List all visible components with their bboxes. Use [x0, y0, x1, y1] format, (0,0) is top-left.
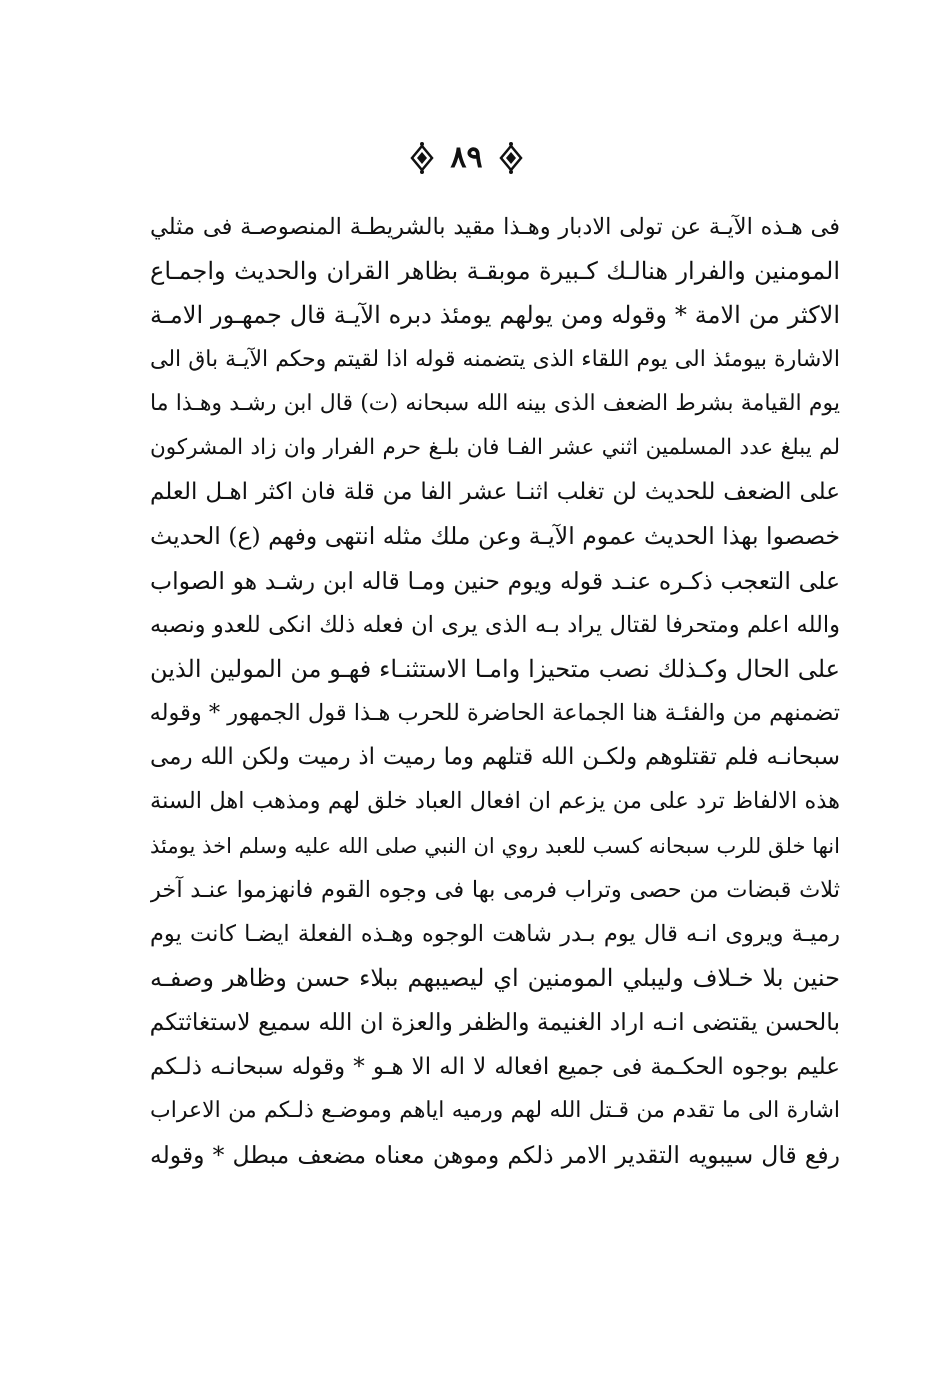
text-line: بالحسن يقتضى انـه اراد الغنيمة والظفر والعزة ان الله سميع لاستغاثتكم: [150, 1008, 840, 1037]
text-line: هذه الالفاظ ترد على من يزعم ان افعال العباد خلق لهم ومذهب اهل السنة: [150, 788, 840, 815]
text-line: الاكثر من الامة * وقوله ومن يولهم يومئذ دبره الآيـة قال جمهـور الامـة: [150, 301, 840, 330]
text-line: رفع قال سيبويه التقدير الامر ذلكم وموهن معناه مضعف مبطل * وقوله: [150, 1140, 840, 1169]
text-line: اشارة الى ما تقدم من قـتل الله لهم ورميه اياهم وموضـع ذلـكم من الاعراب: [150, 1097, 840, 1123]
text-line: على الحال وكـذلك نصب متحيزا وامـا الاستثنـاء فهـو من المولين الذين: [150, 654, 840, 683]
text-line: والله اعلم ومتحرفا لقتال يراد بـه الذى يرى ان فعله ذلك انكى للعدو ونصبه: [150, 611, 840, 638]
text-line: لم يبلغ عدد المسلمين اثني عشر الفـا فان بلـغ حرم الفرار وان زاد المشركون: [150, 434, 840, 460]
text-line: سبحانـه فلم تقتلوهم ولكـن الله قتلهم وما رميت اذ رميت ولكن الله رمى: [150, 744, 840, 771]
text-line: انها خلق للرب سبحانه كسب للعبد روي ان النبي صلى الله عليه وسلم اخذ يومئذ: [150, 833, 840, 858]
text-line: ثلاث قبضات من حصى وتراب فرمى بها فى وجوه القوم فانهزموا عنـد آخر: [150, 876, 840, 903]
body-text: [150, 205, 840, 1177]
ornament-right-icon: [497, 142, 525, 174]
ornament-left-icon: [408, 142, 436, 174]
text-line: عليم بوجوه الحكـمة فى جميع افعاله لا اله الا هـو * وقوله سبحانـه ذلـكم: [150, 1053, 840, 1080]
text-line: على التعجب ذكـره عنـد قوله ويوم حنين ومـا قاله ابن رشـد هو الصواب: [150, 566, 840, 595]
text-line: حنين بلا خـلاف وليبلي المومنين اي ليصيبهم ببلاء حسن وظاهر وصفـه: [150, 964, 840, 993]
text-line: على الضعف للحديث لن تغلب اثنـا عشر الفا من قلة فان اكثر اهـل العلم: [150, 479, 840, 506]
page-header: [0, 140, 933, 175]
text-line: رميـة ويروى انـه قال يوم بـدر شاهت الوجوه وهـذه الفعلة ايضـا كانت يوم: [150, 921, 840, 947]
text-line: فى هـذه الآيـة عن تولى الادبار وهـذا مقيد بالشريطـة المنصوصـة فى مثلي: [150, 214, 840, 240]
page-number: ٨٩: [450, 140, 483, 175]
text-line: المومنين والفرار هنالـك كـبيرة موبقـة بظاهر القران والحديث واجمـاع: [150, 257, 840, 286]
text-line: يوم القيامة بشرط الضعف الذى بينه الله سبحانه (ت) قال ابن رشـد وهـذا ما: [150, 390, 840, 416]
text-line: خصصوا بهذا الحديث عموم الآيـة وعن ملك مثله انتهى وفهم (ع) الحديث: [150, 522, 840, 551]
text-line: الاشارة بيومئذ الى يوم اللقاء الذى يتضمنه قوله اذا لقيتم وحكم الآيـة باق الى: [150, 346, 840, 372]
text-line: تضمنهم من والفئـة هنا الجماعة الحاضرة للحرب هـذا قول الجمهور * وقوله: [150, 700, 840, 727]
